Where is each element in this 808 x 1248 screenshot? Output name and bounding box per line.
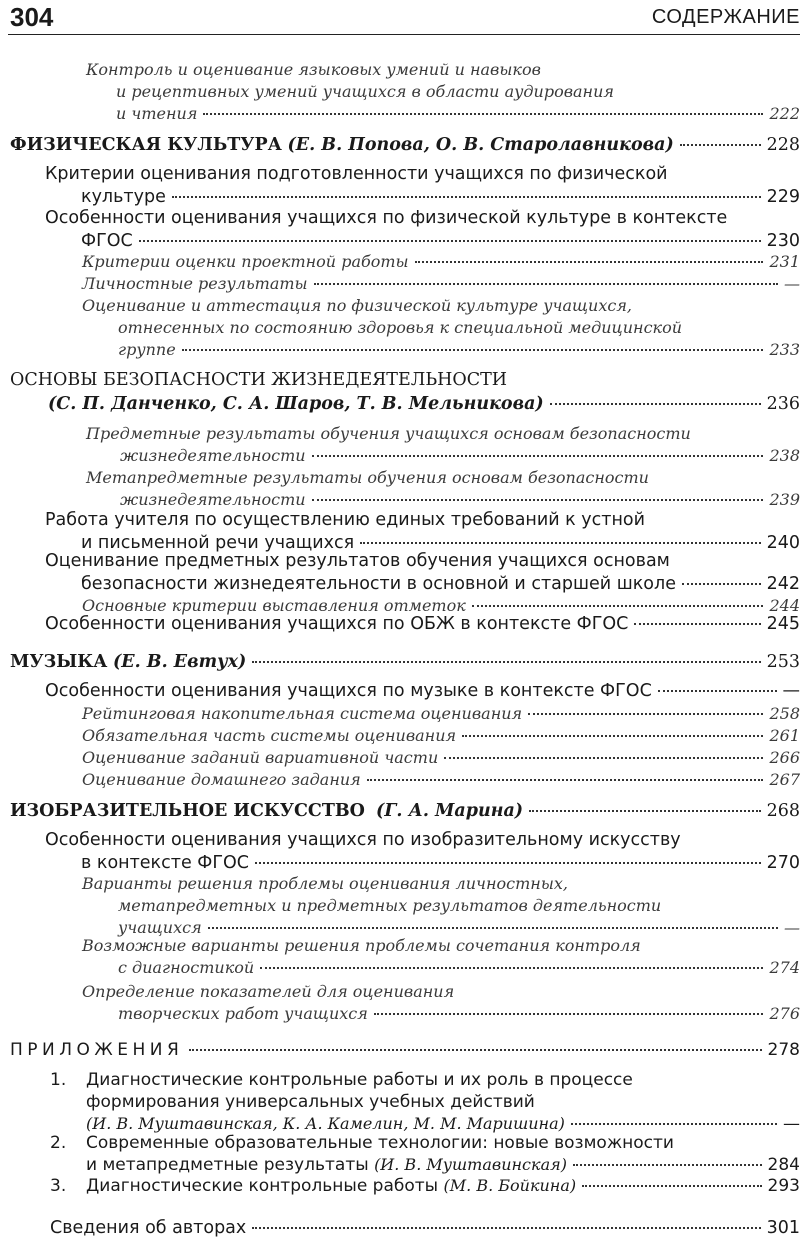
page-ref: 245 — [766, 614, 800, 634]
section-authors: (Г. А. Марина) — [376, 801, 524, 821]
page-ref: 240 — [766, 533, 800, 553]
page-ref: 236 — [766, 394, 800, 414]
page-number: 304 — [10, 2, 54, 32]
entry-line: Особенности оценивания учащихся по музыке в контексте ФГОС — [45, 681, 652, 701]
entry-line: Метапредметные результаты обучения основам безопасности — [86, 468, 649, 487]
entry-line: учащихся — [118, 918, 202, 937]
entry-line: Варианты решения проблемы оценивания личностных, — [82, 874, 568, 893]
page-ref: 222 — [769, 104, 800, 123]
page-ref: 268 — [766, 801, 800, 821]
page-ref: 238 — [769, 446, 800, 465]
entry-line: Современные образовательные технологии: новые возможности — [86, 1133, 674, 1153]
entry-line: Работа учителя по осуществлению единых требований к устной — [45, 510, 645, 530]
entry-line: жизнедеятельности — [120, 490, 306, 509]
entry-line: Диагностические контрольные работы — [86, 1176, 439, 1196]
section-title: ПРИЛОЖЕНИЯ — [10, 1040, 184, 1060]
entry-line: и чтения — [116, 104, 198, 123]
appendix-authors: (И. В. Муштавинская, К. А. Камелин, М. М. Маришина) — [86, 1114, 565, 1133]
entry-line: и письменной речи учащихся — [81, 533, 355, 553]
section-title: ФИЗИЧЕСКАЯ КУЛЬТУРА — [10, 135, 282, 155]
entry-line: Возможные варианты решения проблемы сочетания контроля — [82, 936, 641, 955]
page-ref: 266 — [769, 748, 800, 767]
entry-line: творческих работ учащихся — [118, 1004, 368, 1023]
page-ref: — — [782, 681, 800, 701]
page-ref: 276 — [769, 1004, 800, 1023]
section-title: МУЗЫКА — [10, 652, 108, 672]
appendix-number: 2. — [50, 1133, 67, 1153]
entry-line: Обязательная часть системы оценивания — [82, 726, 457, 745]
entry-line: Критерии оценивания подготовленности учащихся по физической — [45, 164, 668, 184]
page-ref: 253 — [766, 652, 800, 672]
appendix-authors: (И. В. Муштавинская) — [374, 1155, 567, 1174]
entry-line: Особенности оценивания учащихся по ОБЖ в контексте ФГОС — [45, 614, 629, 634]
entry-line: формирования универсальных учебных действий — [86, 1092, 535, 1112]
page-ref: — — [784, 918, 800, 937]
entry-line: Рейтинговая накопительная система оценивания — [82, 704, 523, 723]
section-authors: (Е. В. Евтух) — [112, 652, 247, 672]
page-ref: 274 — [769, 958, 800, 977]
entry-line: Личностные результаты — [82, 274, 308, 293]
entry-line: Оценивание предметных результатов обучения учащихся основам — [45, 551, 670, 571]
entry-line: Диагностические контрольные работы и их роль в процессе — [86, 1070, 633, 1090]
page-ref: 230 — [766, 231, 800, 251]
section-authors: (Е. В. Попова, О. В. Старолавникова) — [287, 135, 674, 155]
entry-line: отнесенных по состоянию здоровья к специальной медицинской — [118, 318, 683, 337]
entry-line: Основные критерии выставления отметок — [82, 596, 466, 615]
entry-line: Критерии оценки проектной работы — [82, 252, 409, 271]
appendix-authors: (М. В. Бойкина) — [443, 1176, 577, 1195]
page-ref: 242 — [766, 574, 800, 594]
page-ref: 284 — [767, 1155, 800, 1175]
page-ref: 228 — [766, 135, 800, 155]
page-ref: — — [783, 1114, 800, 1134]
entry-line: и рецептивных умений учащихся в области аудирования — [116, 82, 614, 101]
entry-line: Сведения об авторах — [50, 1218, 247, 1238]
page-ref: 233 — [769, 340, 800, 359]
page-ref: 293 — [767, 1176, 800, 1196]
section-title: ИЗОБРАЗИТЕЛЬНОЕ ИСКУССТВО — [10, 801, 365, 821]
entry-line: с диагностикой — [118, 958, 255, 977]
page-ref: 261 — [769, 726, 800, 745]
entry-line: Определение показателей для оценивания — [82, 982, 455, 1001]
running-title: СОДЕРЖАНИЕ — [651, 6, 800, 28]
page-ref: 229 — [766, 187, 800, 207]
entry-line: в контексте ФГОС — [81, 853, 250, 873]
entry-line: Оценивание заданий вариативной части — [82, 748, 439, 767]
entry-line: Особенности оценивания учащихся по физической культуре в контексте — [45, 208, 728, 228]
page-ref: 258 — [769, 704, 800, 723]
entry-line: Оценивание и аттестация по физической культуре учащихся, — [82, 296, 632, 315]
entry-line: культуре — [81, 187, 166, 207]
entry-line: Оценивание домашнего задания — [82, 770, 361, 789]
page-ref: 239 — [769, 490, 800, 509]
section-title: ОСНОВЫ БЕЗОПАСНОСТИ ЖИЗНЕДЕЯТЕЛЬНОСТИ — [10, 370, 508, 390]
entry-line: ФГОС — [81, 231, 133, 251]
page-ref: — — [784, 274, 800, 293]
entry-line: жизнедеятельности — [120, 446, 306, 465]
page-ref: 267 — [769, 770, 800, 789]
entry-line: Особенности оценивания учащихся по изобразительному искусству — [45, 830, 681, 850]
entry-line: Контроль и оценивание языковых умений и навыков — [86, 60, 541, 79]
page-ref: 244 — [769, 596, 800, 615]
page-ref: 278 — [767, 1040, 800, 1060]
appendix-number: 1. — [50, 1070, 67, 1090]
entry-line: группе — [118, 340, 176, 359]
section-authors: (С. П. Данченко, С. А. Шаров, Т. В. Мельникова) — [48, 394, 544, 414]
entry-line: безопасности жизнедеятельности в основной и старшей школе — [81, 574, 676, 594]
entry-line: и метапредметные результаты — [86, 1155, 369, 1175]
page-ref: 270 — [766, 853, 800, 873]
appendix-number: 3. — [50, 1176, 67, 1196]
entry-line: Предметные результаты обучения учащихся основам безопасности — [86, 424, 691, 443]
entry-line: метапредметных и предметных результатов деятельности — [118, 896, 662, 915]
page-ref: 301 — [766, 1218, 800, 1238]
page-ref: 231 — [769, 252, 800, 271]
